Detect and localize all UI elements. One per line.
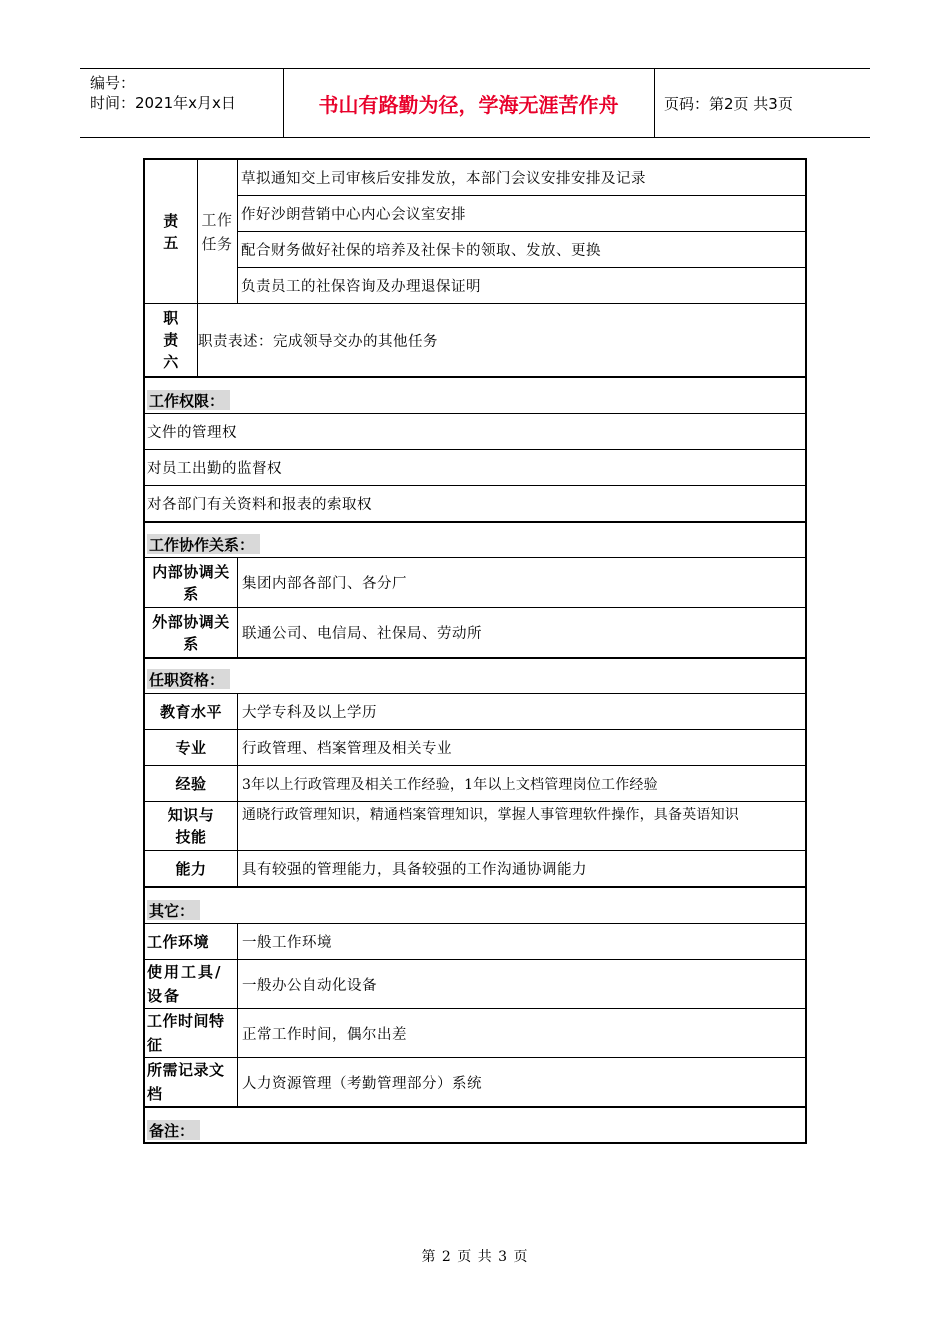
cooperation-label: 内部协调关 系 <box>152 562 230 603</box>
qualification-value: 行政管理、档案管理及相关专业 <box>242 741 452 757</box>
qualification-label: 经验 <box>175 774 207 793</box>
header-motto: 书山有路勤为径，学海无涯苦作舟 <box>318 92 619 117</box>
header-left <box>90 73 236 113</box>
duty5-task: 草拟通知交上司审核后安排发放，本部门会议安排安排及记录 <box>241 171 646 187</box>
qualification-label: 知识与 技能 <box>167 806 215 846</box>
header-page-info: 页码：第2页 共3页 <box>664 94 793 113</box>
other-value: 人力资源管理（考勤管理部分）系统 <box>242 1075 482 1092</box>
section-title-other: 其它： <box>147 900 200 920</box>
document-date: 时间：2021年x月x日 <box>90 94 236 112</box>
duty5-task: 负责员工的社保咨询及办理退保证明 <box>241 279 481 295</box>
qualification-label: 专业 <box>175 738 207 757</box>
cooperation-label: 外部协调关 系 <box>152 612 230 653</box>
cooperation-value: 集团内部各部门、各分厂 <box>242 576 407 592</box>
duty6-label: 职 责 六 <box>163 309 179 371</box>
grid-line <box>145 376 807 378</box>
duty5-task: 配合财务做好社保的培养及社保卡的领取、发放、更换 <box>241 243 601 259</box>
authority-item: 文件的管理权 <box>147 425 237 441</box>
document-number: 编号： <box>90 74 136 92</box>
section-title-authority: 工作权限： <box>147 390 230 410</box>
qualification-value: 具有较强的管理能力，具备较强的工作沟通协调能力 <box>242 862 587 878</box>
duty5-task: 作好沙朗营销中心内心会议室安排 <box>241 207 466 223</box>
cooperation-value: 联通公司、电信局、社保局、劳动所 <box>242 626 482 642</box>
other-value: 一般办公自动化设备 <box>242 977 377 994</box>
grid-line <box>145 521 807 523</box>
duty5-sublabel: 工作 任务 <box>201 210 233 253</box>
page-header <box>80 68 870 138</box>
other-value: 正常工作时间，偶尔出差 <box>242 1026 407 1043</box>
qualification-value: 大学专科及以上学历 <box>242 705 377 721</box>
duty6-description: 职责表述：完成领导交办的其他任务 <box>198 333 438 350</box>
section-title-remarks: 备注： <box>147 1120 200 1140</box>
other-label: 使用工具/ 设备 <box>147 963 223 1005</box>
grid-line <box>145 1106 807 1108</box>
job-description-table <box>143 158 807 1144</box>
qualification-value: 通晓行政管理知识，精通档案管理知识，掌握人事管理软件操作，具备英语知识 <box>242 807 739 823</box>
other-label: 工作时间特 征 <box>147 1012 225 1054</box>
header-divider <box>654 69 655 137</box>
other-label: 工作环境 <box>147 932 210 951</box>
duty5-label: 责 五 <box>163 211 179 252</box>
qualification-value: 3年以上行政管理及相关工作经验，1年以上文档管理岗位工作经验 <box>242 776 658 793</box>
grid-line <box>145 886 807 888</box>
qualification-label: 教育水平 <box>159 702 222 721</box>
section-title-cooperation: 工作协作关系： <box>147 534 260 554</box>
other-value: 一般工作环境 <box>242 935 332 951</box>
grid-line <box>145 657 807 659</box>
section-title-qualification: 任职资格： <box>147 669 230 689</box>
page-footer: 第 2 页 共 3 页 <box>421 1249 529 1265</box>
other-label: 所需记录文 档 <box>147 1061 225 1103</box>
authority-item: 对各部门有关资料和报表的索取权 <box>147 497 372 513</box>
qualification-label: 能力 <box>175 859 207 878</box>
authority-item: 对员工出勤的监督权 <box>147 461 282 477</box>
